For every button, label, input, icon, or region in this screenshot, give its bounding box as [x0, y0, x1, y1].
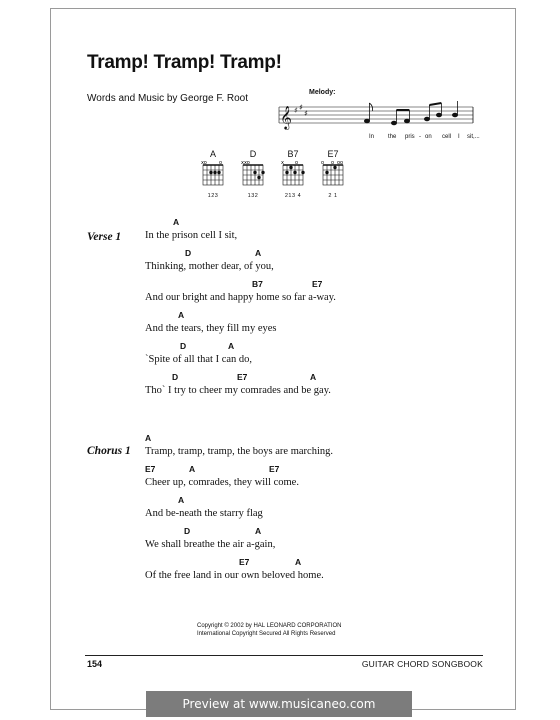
melody-lyric: the	[388, 134, 397, 140]
book-title: GUITAR CHORD SONGBOOK	[361, 659, 483, 669]
chord-symbol: A	[178, 495, 185, 505]
fretboard-e7	[321, 159, 345, 187]
svg-text:♯: ♯	[294, 106, 298, 115]
preview-link-text[interactable]: Preview at www.musicaneo.com	[182, 697, 376, 711]
melody-lyric: pris	[405, 134, 415, 140]
lyric-text: We shall breathe the air a-gain,	[145, 539, 276, 550]
lyric-text: `Spite of all that I can do,	[145, 354, 253, 365]
svg-text:𝄞: 𝄞	[280, 105, 292, 129]
lyric-text: And the tears, they fill my eyes	[145, 323, 277, 334]
lyric-line	[145, 372, 445, 402]
chord-symbol: E7	[237, 372, 248, 382]
fretboard-d	[241, 159, 265, 187]
fretboard-a	[201, 159, 225, 187]
chord-symbol: E7	[239, 557, 250, 567]
melody-staff	[277, 97, 480, 145]
svg-text:o: o	[295, 160, 299, 166]
lyric-line	[145, 464, 445, 494]
chord-symbol: A	[178, 310, 185, 320]
chord-symbol: D	[172, 372, 179, 382]
chord-symbol: B7	[252, 279, 263, 289]
chord-diagram-d	[241, 149, 269, 199]
chord-symbol: A	[228, 341, 235, 351]
chord-fingering: 213 4	[284, 193, 302, 199]
lyric-text: Tramp, tramp, tramp, the boys are marching.	[145, 446, 333, 457]
lyric-line	[145, 217, 445, 247]
chord-diagram-a	[201, 149, 229, 199]
chord-symbol: A	[173, 217, 180, 227]
chord-symbol: E7	[145, 464, 156, 474]
lyric-line	[145, 248, 445, 278]
svg-text:o: o	[219, 160, 223, 166]
chord-symbol: A	[189, 464, 196, 474]
chord-symbol: A	[255, 248, 262, 258]
svg-text:o: o	[331, 160, 335, 166]
melody-lyric: cell	[442, 134, 452, 140]
footer-divider	[85, 655, 483, 656]
lyric-line	[145, 341, 445, 371]
chord-diagram-e7	[321, 149, 349, 199]
chord-fingering: 132	[247, 193, 259, 199]
svg-text:xo: xo	[201, 160, 207, 166]
chord-symbol: E7	[312, 279, 323, 289]
song-title: Tramp! Tramp! Tramp!	[87, 52, 282, 73]
section-label-chorus-1: Chorus 1	[87, 445, 131, 457]
chord-symbol: A	[295, 557, 302, 567]
lyric-line	[145, 557, 445, 587]
svg-text:♯: ♯	[304, 109, 308, 118]
lyric-text: In the prison cell I sit,	[145, 230, 238, 241]
chord-symbol: A	[145, 433, 152, 443]
lyric-text: Tho` I try to cheer my comrades and be gay.	[145, 385, 331, 396]
chord-name: D	[249, 149, 257, 159]
fretboard-b7	[281, 159, 305, 187]
chord-symbol: D	[180, 341, 187, 351]
lyric-line	[145, 495, 445, 525]
section-label-verse-1: Verse 1	[87, 231, 122, 243]
chord-symbol: D	[185, 248, 192, 258]
svg-text:oo: oo	[337, 160, 344, 166]
preview-banner[interactable]	[146, 691, 412, 717]
page-number: 154	[87, 659, 103, 669]
melody-lyric: I	[458, 134, 460, 140]
song-credit: Words and Music by George F. Root	[87, 93, 248, 104]
chord-fingering: 2 1	[328, 193, 338, 199]
copyright-line: International Copyright Secured All Rights Reserved	[197, 631, 336, 637]
melody-lyric: In	[369, 134, 375, 140]
chord-symbol: E7	[269, 464, 280, 474]
melody-lyric: -	[419, 134, 421, 140]
lyric-text: And our bright and happy home so far a-way.	[145, 292, 336, 303]
lyric-line	[145, 526, 445, 556]
svg-text:o: o	[321, 160, 325, 166]
chord-fingering: 123	[207, 193, 219, 199]
copyright-line: Copyright © 2002 by HAL LEONARD CORPORATION	[197, 623, 342, 629]
lyric-text: Cheer up, comrades, they will come.	[145, 477, 299, 488]
melody-label: Melody:	[309, 89, 336, 96]
lyric-text: Thinking, mother dear, of you,	[145, 261, 274, 272]
chord-diagrams	[201, 149, 351, 201]
chord-symbol: D	[184, 526, 191, 536]
chord-name: B7	[287, 149, 299, 159]
chord-diagram-b7	[281, 149, 309, 199]
lyric-text: Of the free land in our own beloved home.	[145, 570, 324, 581]
lyric-line	[145, 279, 445, 309]
lyric-text: And be-neath the starry flag	[145, 508, 263, 519]
lyric-line	[145, 310, 445, 340]
svg-text:x: x	[281, 160, 284, 166]
chord-name: A	[209, 149, 216, 159]
chord-name: E7	[327, 149, 339, 159]
chord-symbol: A	[255, 526, 262, 536]
svg-text:xxo: xxo	[241, 160, 250, 166]
svg-text:♯: ♯	[299, 103, 303, 112]
chord-symbol: A	[310, 372, 317, 382]
melody-lyric: on	[425, 134, 432, 140]
melody-lyric: sit,...	[467, 134, 480, 140]
copyright-notice	[197, 622, 397, 638]
sheet-page	[50, 8, 516, 710]
lyric-line	[145, 433, 445, 463]
